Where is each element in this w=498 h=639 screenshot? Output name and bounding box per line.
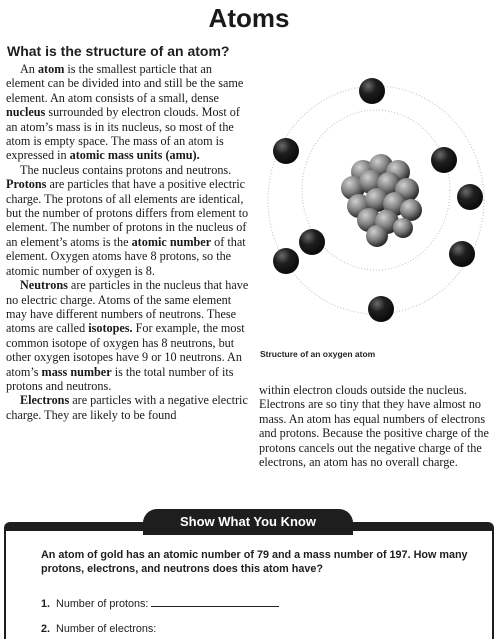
term-neutrons: Neutrons: [20, 278, 68, 293]
term-amu: atomic mass units (amu).: [69, 148, 200, 163]
term-electrons: Electrons: [20, 393, 70, 408]
paragraph-electrons: [6, 393, 251, 422]
electron: [273, 138, 299, 164]
left-column: [6, 62, 251, 422]
exercise-question: An atom of gold has an atomic number of 79 and a mass number of 197. How many protons, electrons, and neutrons does this atom have?: [41, 549, 468, 575]
show-what-you-know-box: [0, 509, 498, 635]
item-number: 1.: [41, 598, 51, 610]
paragraph-neutrons: [6, 278, 251, 393]
paragraph-protons: [6, 163, 251, 278]
text-run: is the smallest particle that an element can be divided into and still be the same element. An atom consists of a small, dense: [6, 62, 244, 105]
item-label: Number of electrons:: [56, 623, 157, 635]
text-run: An: [20, 62, 38, 76]
term-protons: Protons: [6, 177, 47, 192]
paragraph-electrons-continued: within electron clouds outside the nucleus. Electrons are so tiny that they have almost no mass. An atom has equal numbers of electrons and protons. Because the positive charge of the protons cancels out the negative charge of the electrons, an atom has no overall charge.: [259, 383, 489, 470]
text-run: surrounded by electron clouds. Most of an atom’s mass is in its nucleus, so most of the atom is empty space. The mass of an atom is expressed in: [6, 105, 240, 163]
electron: [431, 147, 457, 173]
term-mass-number: mass number: [41, 364, 112, 379]
right-column: [259, 383, 493, 469]
text-run: are particles in the nucleus that have no electric charge. Atoms of the same element may have different numbers of neutrons. These atoms are called: [6, 278, 249, 336]
oxygen-atom-illustration: [259, 54, 493, 350]
text-run: are particles with a negative electric charge. They are likely to be found: [6, 393, 248, 422]
text-run: is the total number of its protons and neutrons.: [6, 364, 234, 393]
item-number: 2.: [41, 623, 51, 635]
figure-caption: Structure of an oxygen atom: [260, 349, 376, 359]
term-atomic-number: atomic number: [131, 234, 212, 249]
text-run: For example, the most common isotope of oxygen has 8 neutrons, but other oxygen isotopes have 9 or 10 neutrons. An atom’s: [6, 321, 245, 379]
text-run: The nucleus contains protons and neutrons.: [20, 162, 232, 177]
term-nucleus: nucleus: [6, 105, 46, 120]
term-atom: atom: [37, 62, 65, 76]
page-title: Atoms: [208, 3, 290, 33]
answer-item-protons: [41, 597, 279, 611]
electron: [299, 229, 325, 255]
text-run: of that element. Oxygen atoms have 8 protons, so the atomic number of oxygen is 8.: [6, 234, 246, 278]
electron: [368, 296, 394, 322]
electron: [359, 78, 385, 104]
electron: [273, 248, 299, 274]
paragraph-atom: [6, 62, 251, 163]
electron: [457, 184, 483, 210]
answer-blank[interactable]: [151, 597, 279, 607]
item-label: Number of protons:: [56, 598, 149, 610]
text-run: are particles that have a positive electric charge. The protons of all elements are identical, but the number of protons differs from element to element. The number of protons in the nucleus of an element’s atoms is the: [6, 177, 249, 249]
nucleus: [341, 154, 422, 247]
show-header-tab: Show What You Know: [143, 509, 353, 535]
term-isotopes: isotopes.: [88, 321, 133, 336]
electron: [449, 241, 475, 267]
section-question: What is the structure of an atom?: [7, 43, 230, 59]
